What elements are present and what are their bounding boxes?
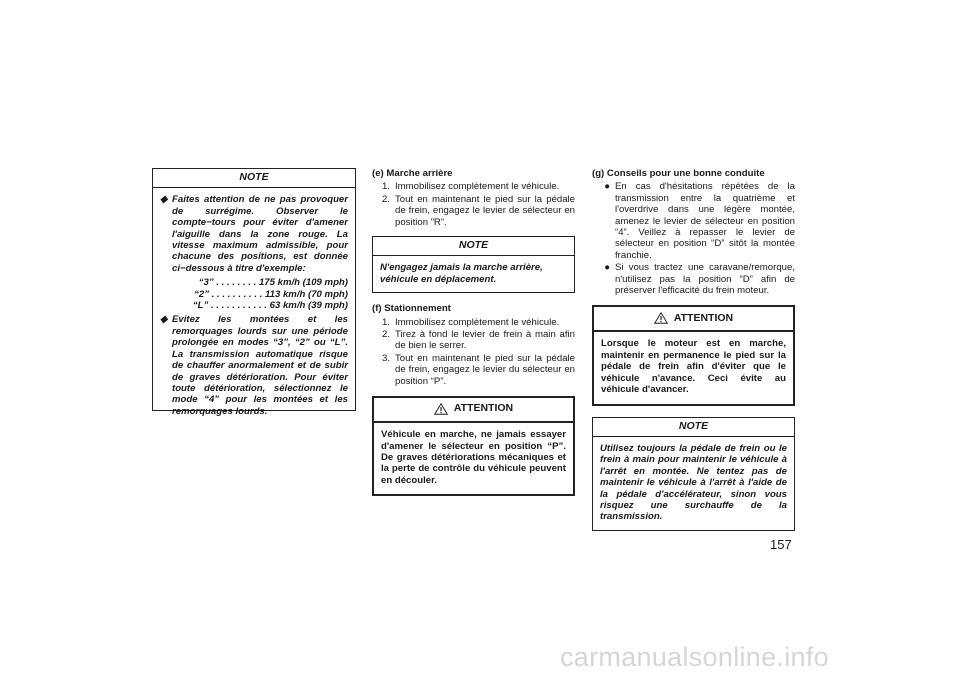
step-text: Tout en maintenant le pied sur la pédale de frein, engagez le levier du sélecteur en position “P”. xyxy=(395,352,575,387)
note-title: NOTE xyxy=(153,169,355,188)
note-title: NOTE xyxy=(373,237,574,256)
warning-triangle-icon xyxy=(434,403,448,415)
speed-list xyxy=(160,277,348,311)
dot-bullet-icon: ● xyxy=(604,262,610,274)
attention-header xyxy=(374,398,573,423)
step-text: Tout en maintenant le pied sur la pédale de frein, engagez le levier de sélecteur en position ”R”. xyxy=(395,193,575,228)
advice-text: Si vous tractez une caravane/remorque, n'utilisez pas la position ”D” afin de préserver l'efficacité du frein moteur. xyxy=(615,262,795,297)
page-number: 157 xyxy=(770,537,792,552)
attention-body: Lorsque le moteur est en marche, maintenir en permanence le pied sur la pédale de frein afin d'éviter que le véhicule n'avance. Ceci évite au véhicule d'avancer. xyxy=(601,338,786,396)
step-e-1 xyxy=(372,181,575,192)
step-f-1 xyxy=(372,317,575,328)
step-f-2 xyxy=(372,329,575,352)
attention-title: ATTENTION xyxy=(453,402,514,415)
section-g-title: (g) Conseils pour une bonne conduite xyxy=(592,168,765,179)
note-box-middle xyxy=(372,236,575,293)
attention-box-middle xyxy=(372,396,575,496)
step-number: 3. xyxy=(381,352,390,364)
bullet-text: Faites attention de ne pas provoquer de surrégime. Observer le compte−tours pour éviter d'amener l'aiguille dans la zone rouge. La vitesse maximum admissible, pour chacune des positions, est donnée ci−dessous à titre d'exemple: xyxy=(172,194,348,274)
attention-header xyxy=(594,307,793,332)
advice-item-2 xyxy=(592,262,795,296)
middle-column xyxy=(372,168,575,496)
watermark: carmanualsonline.info xyxy=(560,642,829,672)
dot-bullet-icon: ● xyxy=(604,181,610,193)
note-title: NOTE xyxy=(593,418,794,437)
diamond-bullet-icon: ◆ xyxy=(160,194,168,206)
step-text: Immobilisez complètement le véhicule. xyxy=(395,181,560,193)
attention-title: ATTENTION xyxy=(673,311,734,324)
speed-row-l: “L” . . . . . . . . . . . 63 km/h (39 mph) xyxy=(192,300,348,312)
note-bullet-2 xyxy=(160,314,348,417)
note-box-right xyxy=(592,417,795,531)
section-e-title: (e) Marche arrière xyxy=(372,168,453,179)
speed-row-2: “2” . . . . . . . . . . 113 km/h (70 mph) xyxy=(194,288,348,300)
diamond-bullet-icon: ◆ xyxy=(160,314,168,326)
bullet-text: Evitez les montées et les remorquages lourds sur une période prolongée en modes “3”, “2” ou “L”. La transmission automatique risque de chauffer anormalement et de subir de graves détérioration. Pour éviter toute détérioration, sélectionnez le mode “4” pour les montées et les remorquages lourds. xyxy=(172,314,348,417)
right-column xyxy=(592,168,795,531)
speed-row-3: “3” . . . . . . . . 175 km/h (109 mph) xyxy=(198,277,348,289)
step-text: Immobilisez complètement le véhicule. xyxy=(395,316,560,328)
step-number: 2. xyxy=(381,329,390,341)
attention-body: Véhicule en marche, ne jamais essayer d'amener le sélecteur en position “P”. De graves détériorations mécaniques et la perte de contrôle du véhicule peuvent en découler. xyxy=(381,429,566,486)
note-bullet-1 xyxy=(160,194,348,274)
warning-triangle-icon xyxy=(654,312,668,324)
note-body xyxy=(153,188,355,423)
note-body: Utilisez toujours la pédale de frein ou le frein à main pour maintenir le véhicule à l'arrêt en montée. Ne tentez pas de maintenir le véhicule à l'arrêt à l'aide de la pédale d'accélérateur, sinon vous risquez une surchauffe de la transmission. xyxy=(600,442,787,523)
advice-text: En cas d'hésitations répétées de la transmission entre la quatrième et l'overdrive dans une légère montée, amenez le levier de sélecteur en position “4”. Veillez à repasser le levier de sélecteur en position “D” sitôt la montée franchie. xyxy=(615,181,795,261)
step-number: 1. xyxy=(381,316,390,328)
step-e-2 xyxy=(372,194,575,228)
step-number: 1. xyxy=(381,181,390,193)
step-text: Tirez à fond le levier de frein à main afin de bien le serrer. xyxy=(395,329,575,352)
advice-item-1 xyxy=(592,181,795,261)
step-f-3 xyxy=(372,353,575,387)
section-f-title: (f) Stationnement xyxy=(372,303,451,315)
attention-box-right xyxy=(592,305,795,405)
note-body: N'engagez jamais la marche arrière, véhicule en déplacement. xyxy=(380,262,543,285)
note-box-left xyxy=(152,168,356,417)
step-number: 2. xyxy=(381,193,390,205)
